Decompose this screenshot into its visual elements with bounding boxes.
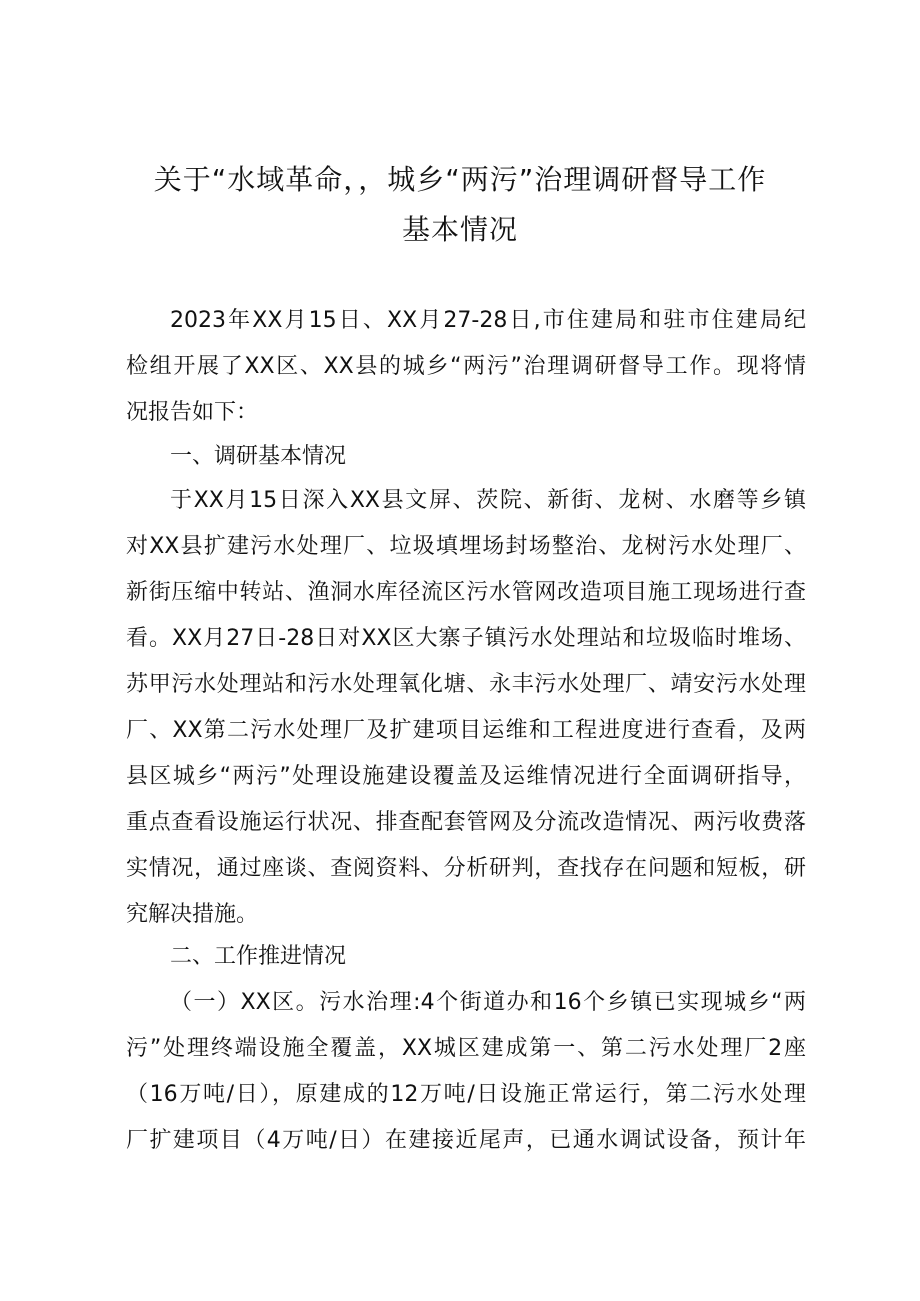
section-1-paragraph-line: 县区城乡“两污”处理设施建设覆盖及运维情况进行全面调研指导， — [126, 764, 806, 789]
section-2-paragraph-line: （一）XX区。污水治理:4个街道办和16个乡镇已实现城乡“两 — [170, 990, 806, 1015]
section-1-paragraph-line: 对XX县扩建污水处理厂、垃圾填埋场封场整治、龙树污水处理厂、 — [126, 534, 806, 559]
section-heading-2: 二、工作推进情况 — [170, 944, 347, 969]
section-1-paragraph-line: 于XX月15日深入XX县文屏、茨院、新街、龙树、水磨等乡镇 — [170, 488, 806, 513]
intro-paragraph-line: 2023年XX月15日、XX月27-28日,市住建局和驻市住建局纪 — [170, 308, 806, 333]
section-2-paragraph-line: 厂扩建项目（4万吨/日）在建接近尾声，已通水调试设备，预计年 — [126, 1128, 806, 1153]
document-title-line-2: 基本情况 — [401, 213, 518, 246]
section-1-paragraph-line: 苏甲污水处理站和污水处理氧化塘、永丰污水处理厂、靖安污水处理 — [126, 672, 806, 697]
section-1-paragraph-line: 实情况，通过座谈、查阅资料、分析研判，查找存在问题和短板，研 — [126, 856, 806, 881]
section-1-paragraph-line: 究解决措施。 — [126, 902, 259, 927]
section-2-paragraph-line: （16万吨/日），原建成的12万吨/日设施正常运行，第二污水处理 — [126, 1082, 806, 1107]
intro-paragraph-line: 况报告如下： — [126, 400, 259, 425]
section-1-paragraph-line: 看。XX月27日-28日对XX区大寨子镇污水处理站和垃圾临时堆场、 — [126, 626, 806, 651]
section-1-paragraph-line: 重点查看设施运行状况、排查配套管网及分流改造情况、两污收费落 — [126, 810, 806, 835]
intro-paragraph-line: 检组开展了XX区、XX县的城乡“两污”治理调研督导工作。现将情 — [126, 354, 806, 379]
section-1-paragraph-line: 厂、XX第二污水处理厂及扩建项目运维和工程进度进行查看，及两 — [126, 718, 806, 743]
section-1-paragraph-line: 新街压缩中转站、渔洞水库径流区污水管网改造项目施工现场进行查 — [126, 580, 806, 605]
section-2-paragraph-line: 污”处理终端设施全覆盖，XX城区建成第一、第二污水处理厂2座 — [126, 1036, 806, 1061]
section-heading-1: 一、调研基本情况 — [170, 444, 347, 469]
document-title-line-1: 关于“水域革命，，城乡“两污”治理调研督导工作 — [153, 163, 767, 196]
